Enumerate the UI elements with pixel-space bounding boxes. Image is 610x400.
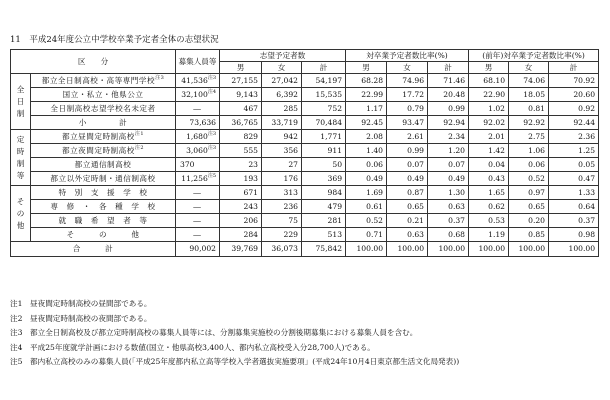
cell: 0.63 [387,228,428,242]
cell: 1.20 [428,144,469,158]
cell: 0.52 [509,172,549,186]
cell: 75 [262,214,302,228]
header-planned: 志望予定者数 [220,50,346,62]
cell: 54,197 [302,74,346,88]
cell: 555 [220,144,262,158]
cell: 23 [220,158,262,172]
table-row [11,158,599,172]
cell: 0.63 [428,200,469,214]
cell: 0.87 [387,186,428,200]
cell: 313 [262,186,302,200]
cell: 100.00 [346,242,387,257]
row-label: 就 職 希 望 者 等 [31,214,176,228]
capacity-cell: 90,002 [176,242,220,257]
cell: 100.00 [469,242,509,257]
cell: 0.21 [387,214,428,228]
cell: 1.42 [469,144,509,158]
side-label-other: その他 [11,186,31,242]
cell: 0.43 [469,172,509,186]
cell: 27,042 [262,74,302,88]
header-category: 区 分 [11,50,176,74]
total-row [11,242,599,257]
cell: 0.49 [387,172,428,186]
cell: 236 [262,200,302,214]
cell: 36,765 [220,116,262,130]
cell: 33,719 [262,116,302,130]
header-female: 女 [262,62,302,74]
row-label: 都立全日制高校・高等専門学校$^{注3}$ [31,74,176,88]
cell: 74.96 [387,74,428,88]
cell: 2.61 [387,130,428,144]
cell: 20.48 [428,88,469,102]
row-label: 特 別 支 援 学 校 [31,186,176,200]
capacity-cell: 41,536$^{注3}$ [176,74,220,88]
cell: 671 [220,186,262,200]
cell: 911 [302,144,346,158]
cell: 0.79 [387,102,428,116]
footnote: 注1 昼夜間定時制高校の昼間部である。 [10,299,152,308]
header-capacity: 募集人員等 [176,50,220,74]
cell: 74.06 [509,74,549,88]
table-row [11,172,599,186]
footnote: 注5 都内私立高校のみの募集人員(「平成25年度都内私立高等学校入学者選抜実施要項」(平成24年10月4日東京都生活文化局発表)) [10,357,460,367]
cell: 1.02 [469,102,509,116]
cell: 0.61 [346,200,387,214]
cell: 92.94 [428,116,469,130]
cell: 2.75 [509,130,549,144]
cell: 50 [302,158,346,172]
cell: 1.30 [428,186,469,200]
cell: 1.65 [469,186,509,200]
cell: 0.53 [469,214,509,228]
cell: 513 [302,228,346,242]
header-prev-ratio: (前年)対卒業予定者数比率(%) [469,50,599,62]
cell: 20.60 [549,88,599,102]
table-row [11,144,599,158]
cell: 0.68 [428,228,469,242]
cell: 942 [262,130,302,144]
cell: 0.37 [428,214,469,228]
table-row [11,102,599,116]
cell: 2.08 [346,130,387,144]
cell: 0.65 [387,200,428,214]
cell: 0.97 [509,186,549,200]
cell: 193 [220,172,262,186]
cell: 71.46 [428,74,469,88]
table-row [11,88,599,102]
capacity-cell: ― [176,102,220,116]
cell: 0.37 [549,214,599,228]
footnote: 注4 平成25年度就学計画における数値(国立・他県高校3,400人、都内私立高校受入分28,700人)である。 [10,342,375,352]
row-label: 都立夜間定時制高校$^{注2}$ [31,144,176,158]
cell: 22.90 [469,88,509,102]
cell: 285 [262,102,302,116]
cell: 1.69 [346,186,387,200]
table-row [11,74,599,88]
cell: 17.72 [387,88,428,102]
cell: 0.92 [549,102,599,116]
cell: 9,143 [220,88,262,102]
table-row [11,200,599,214]
cell: 92.44 [549,116,599,130]
cell: 68.28 [346,74,387,88]
table-row [11,130,599,144]
row-label: 国立・私立・他県公立 [31,88,176,102]
cell: 92.02 [469,116,509,130]
header-male: 男 [346,62,387,74]
cell: 0.07 [428,158,469,172]
cell: 0.20 [509,214,549,228]
cell: 752 [302,102,346,116]
cell: 0.06 [509,158,549,172]
cell: 1.06 [509,144,549,158]
cell: 829 [220,130,262,144]
cell: 0.49 [428,172,469,186]
total-label: 合 計 [11,242,176,257]
table-row [11,214,599,228]
header-total: 計 [428,62,469,74]
subtotal-row [11,116,599,130]
cell: 2.34 [428,130,469,144]
capacity-cell: 3,060$^{注3}$ [176,144,220,158]
capacity-cell: ― [176,186,220,200]
cell: 0.52 [346,214,387,228]
cell: 1.19 [469,228,509,242]
row-label: 都立以外定時制・通信制高校 [31,172,176,186]
cell: 75,842 [302,242,346,257]
cell: 70,484 [302,116,346,130]
cell: 100.00 [549,242,599,257]
cell: 479 [302,200,346,214]
cell: 39,769 [220,242,262,257]
cell: 229 [262,228,302,242]
header-ratio: 対卒業予定者数比率(%) [346,50,469,62]
cell: 1,771 [302,130,346,144]
cell: 0.62 [469,200,509,214]
row-label: 都立昼間定時制高校$^{注1}$ [31,130,176,144]
cell: 369 [302,172,346,186]
table-row [11,186,599,200]
cell: 18.05 [509,88,549,102]
cell: 27,155 [220,74,262,88]
cell: 100.00 [387,242,428,257]
capacity-cell: 1,680$^{注3}$ [176,130,220,144]
cell: 176 [262,172,302,186]
cell: 0.64 [549,200,599,214]
cell: 36,073 [262,242,302,257]
cell: 100.00 [509,242,549,257]
cell: 27 [262,158,302,172]
cell: 1.25 [549,144,599,158]
row-label: 都立通信制高校 [31,158,176,172]
table-row [11,228,599,242]
footnote: 注2 昼夜間定時制高校の夜間部である。 [10,313,152,323]
survey-table [10,49,599,257]
row-label: 専 修 ・ 各 種 学 校 [31,200,176,214]
header-female: 女 [509,62,549,74]
cell: 6,392 [262,88,302,102]
capacity-cell: 73,636 [176,116,220,130]
cell: 2.01 [469,130,509,144]
row-label: 小 計 [31,116,176,130]
cell: 243 [220,200,262,214]
capacity-cell: ― [176,228,220,242]
row-label: そ の 他 [31,228,176,242]
cell: 0.98 [549,228,599,242]
cell: 15,535 [302,88,346,102]
header-total: 計 [549,62,599,74]
cell: 1.33 [549,186,599,200]
capacity-cell: ― [176,200,220,214]
row-label: 全日制高校志望学校名未定者 [31,102,176,116]
side-label-part-time: 定時制等 [11,130,31,186]
cell: 0.81 [509,102,549,116]
cell: 2.36 [549,130,599,144]
capacity-cell: 11,256$^{注5}$ [176,172,220,186]
cell: 93.47 [387,116,428,130]
header-male: 男 [220,62,262,74]
cell: 284 [220,228,262,242]
header-total: 計 [302,62,346,74]
cell: 92.45 [346,116,387,130]
cell: 0.04 [469,158,509,172]
cell: 1.17 [346,102,387,116]
footnote: 注3 都立全日制高校及び都立定時制高校の募集人員等には、分割募集実施校の分割後期募集における募集人員を含む。 [10,328,418,338]
cell: 0.47 [549,172,599,186]
cell: 0.65 [509,200,549,214]
cell: 0.07 [387,158,428,172]
side-label-full-time: 全日制 [11,74,31,130]
cell: 68.10 [469,74,509,88]
cell: 0.49 [346,172,387,186]
cell: 92.92 [509,116,549,130]
cell: 0.71 [346,228,387,242]
cell: 0.06 [346,158,387,172]
capacity-cell: ― [176,214,220,228]
cell: 281 [302,214,346,228]
capacity-cell: 32,100$^{注4}$ [176,88,220,102]
cell: 70.92 [549,74,599,88]
header-female: 女 [387,62,428,74]
table-title: 11 平成24年度公立中学校卒業予定者全体の志望状況 [10,35,219,45]
footnotes [10,297,459,370]
capacity-cell: 370 [176,158,220,172]
cell: 0.99 [428,102,469,116]
cell: 0.99 [387,144,428,158]
cell: 22.99 [346,88,387,102]
cell: 356 [262,144,302,158]
cell: 100.00 [428,242,469,257]
cell: 467 [220,102,262,116]
cell: 984 [302,186,346,200]
cell: 0.85 [509,228,549,242]
cell: 1.40 [346,144,387,158]
header-male: 男 [469,62,509,74]
cell: 0.05 [549,158,599,172]
cell: 206 [220,214,262,228]
